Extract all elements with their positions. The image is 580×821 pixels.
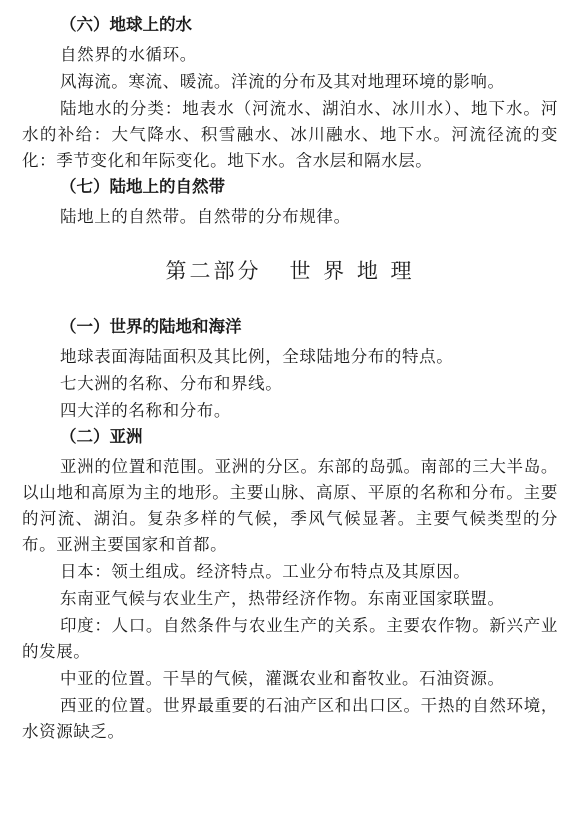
heading-natural-zones: （七）陆地上的自然带: [60, 177, 225, 196]
paragraph-water-cycle: 自然界的水循环。: [60, 45, 197, 64]
paragraph-asia-overview: 亚洲的位置和范围。亚洲的分区。东部的岛弧。南部的三大半岛。以山地和高原为主的地形。主要山脉、高原、平原的名称和分布。主要的河流、湖泊。复杂多样的气候，季风气候显著。主要气候类型的分布。亚洲主要国家和首都。: [22, 457, 558, 554]
paragraph-land-water: 陆地水的分类：地表水（河流水、湖泊水、冰川水）、地下水。河水的补给：大气降水、积雪融水、冰川融水、地下水。河流径流的变化：季节变化和年际变化。地下水。含水层和隔水层。: [22, 99, 558, 170]
paragraph-natural-zones: 陆地上的自然带。自然带的分布规律。: [60, 207, 351, 226]
part-title-subject: 世 界 地 理: [289, 259, 415, 283]
heading-earth-water: （六）地球上的水: [60, 15, 192, 34]
heading-asia: （二）亚洲: [60, 427, 143, 446]
paragraph-central-asia: 中亚的位置。干旱的气候，灌溉农业和畜牧业。石油资源。: [60, 669, 505, 688]
paragraph-continents: 七大洲的名称、分布和界线。: [60, 374, 283, 393]
heading-land-and-ocean: （一）世界的陆地和海洋: [60, 317, 242, 336]
paragraph-oceans: 四大洋的名称和分布。: [60, 401, 231, 420]
part-title-number: 第二部分: [165, 259, 262, 283]
paragraph-southeast-asia: 东南亚气候与农业生产，热带经济作物。东南亚国家联盟。: [60, 589, 505, 608]
paragraph-west-asia: 西亚的位置。世界最重要的石油产区和出口区。干热的自然环境，水资源缺乏。: [22, 696, 558, 741]
paragraph-ocean-currents: 风海流。寒流、暖流。洋流的分布及其对地理环境的影响。: [60, 72, 505, 91]
paragraph-land-ocean-area: 地球表面海陆面积及其比例，全球陆地分布的特点。: [60, 347, 454, 366]
paragraph-india: 印度：人口。自然条件与农业生产的关系。主要农作物。新兴产业的发展。: [22, 616, 558, 661]
paragraph-japan: 日本：领土组成。经济特点。工业分布特点及其原因。: [60, 562, 471, 581]
part-title: [22, 256, 558, 286]
